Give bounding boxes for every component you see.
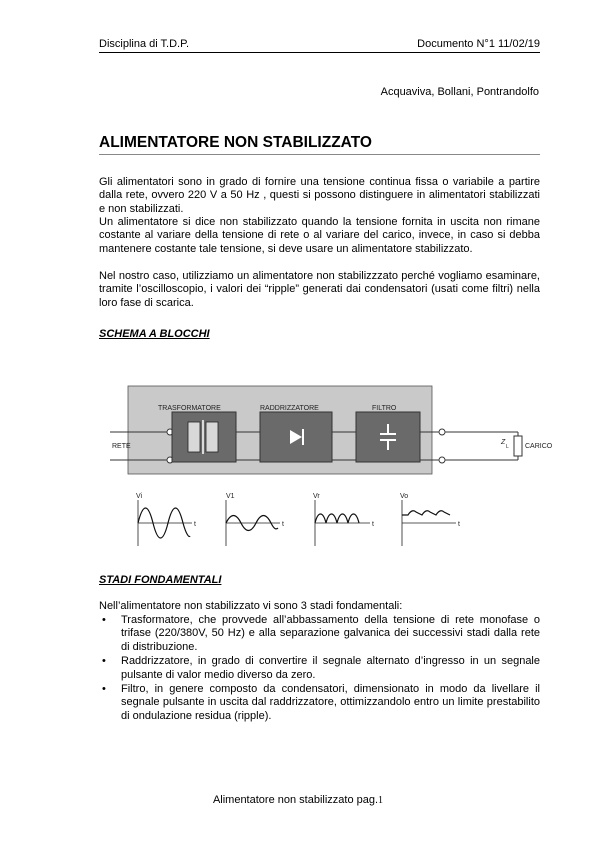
wave-axis-t-1: t [194, 521, 196, 528]
label-input: RETE [112, 443, 131, 450]
page-header [99, 38, 540, 53]
label-transformer: TRASFORMATORE [158, 405, 221, 412]
wave-axis-t-3: t [372, 521, 374, 528]
wave-label-vo: Vo [400, 493, 409, 500]
footer-text: Alimentatore non stabilizzato pag. [212, 794, 379, 806]
header-discipline: Disciplina di T.D.P. [99, 38, 190, 50]
label-load-symbol: Z [501, 439, 506, 446]
list-item: • Trasformatore, che provvede all’abbassamento della tensione di rete monofase o trifase (220/380V, 50 Hz) e alla separazione galvanica dei successivi stadi dalla rete di distribuzione. [99, 614, 540, 654]
authors: Acquaviva, Bollani, Pontrandolfo [380, 86, 539, 98]
label-rectifier: RADDRIZZATORE [260, 405, 319, 412]
waveform-filtered [402, 511, 450, 515]
filter-block [356, 412, 420, 462]
wave-axis-t-4: t [458, 521, 460, 528]
section-title-block-diagram: SCHEMA A BLOCCHI [99, 328, 210, 340]
page-number: 1 [378, 795, 384, 806]
waveform-axes [138, 500, 456, 546]
label-filter: FILTRO [372, 405, 397, 412]
transformer-block [172, 412, 236, 462]
intro-paragraph-2: Un alimentatore si dice non stabilizzato quando la tensione fornita in uscita non rimane costante al variare della tensione di rete o al variare del carico, invece, in caso si debba mantenere costante tale tensione, si deve usare un alimentatore stabilizzato. [99, 216, 540, 255]
wave-label-vi: Vi [136, 493, 143, 500]
list-item: • Raddrizzatore, in grado di convertire il segnale alternato d’ingresso in un segnale pulsante di valor medio diverso da zero. [99, 655, 540, 682]
document-title: ALIMENTATORE NON STABILIZZATO [99, 134, 540, 155]
stages-intro: Nell’alimentatore non stabilizzato vi sono 3 stadi fondamentali: [99, 600, 403, 612]
stages-list [99, 614, 540, 724]
waveform-rectified [315, 514, 359, 523]
header-document: Documento N°1 11/02/19 [417, 38, 540, 50]
section-title-stages: STADI FONDAMENTALI [99, 574, 222, 586]
wave-axis-t-2: t [282, 521, 284, 528]
list-item: • Filtro, in genere composto da condensatori, dimensionato in modo da livellare il segnale pulsante in uscita dal raddrizzatore, ottimizzandolo entro un limite prestabilito di ondulazione residua (ripple). [99, 683, 540, 723]
block-diagram [110, 378, 553, 550]
page-footer [0, 794, 596, 806]
intro-paragraph-1: Gli alimentatori sono in grado di fornire una tensione continua fissa o variabile a partire dalla rete, ovvero 220 V a 50 Hz , questi si possono distinguere in alimentatori stabilizzati e non stabilizzati. [99, 176, 540, 215]
wave-label-v1: V1 [226, 493, 235, 500]
label-load: CARICO [525, 443, 553, 450]
load-resistor [514, 436, 522, 456]
wave-label-vr: Vr [313, 493, 320, 500]
transformer-coil-right [206, 422, 218, 452]
transformer-coil-left [188, 422, 200, 452]
label-load-sub: L [506, 444, 509, 450]
intro-paragraph-3: Nel nostro caso, utilizziamo un alimentatore non stabilizzzato perché vogliamo esaminare, tramite l’oscilloscopio, i valori dei “ripple” generati dai condensatori (usati come filtri) nella loro fase di scarica. [99, 270, 540, 309]
